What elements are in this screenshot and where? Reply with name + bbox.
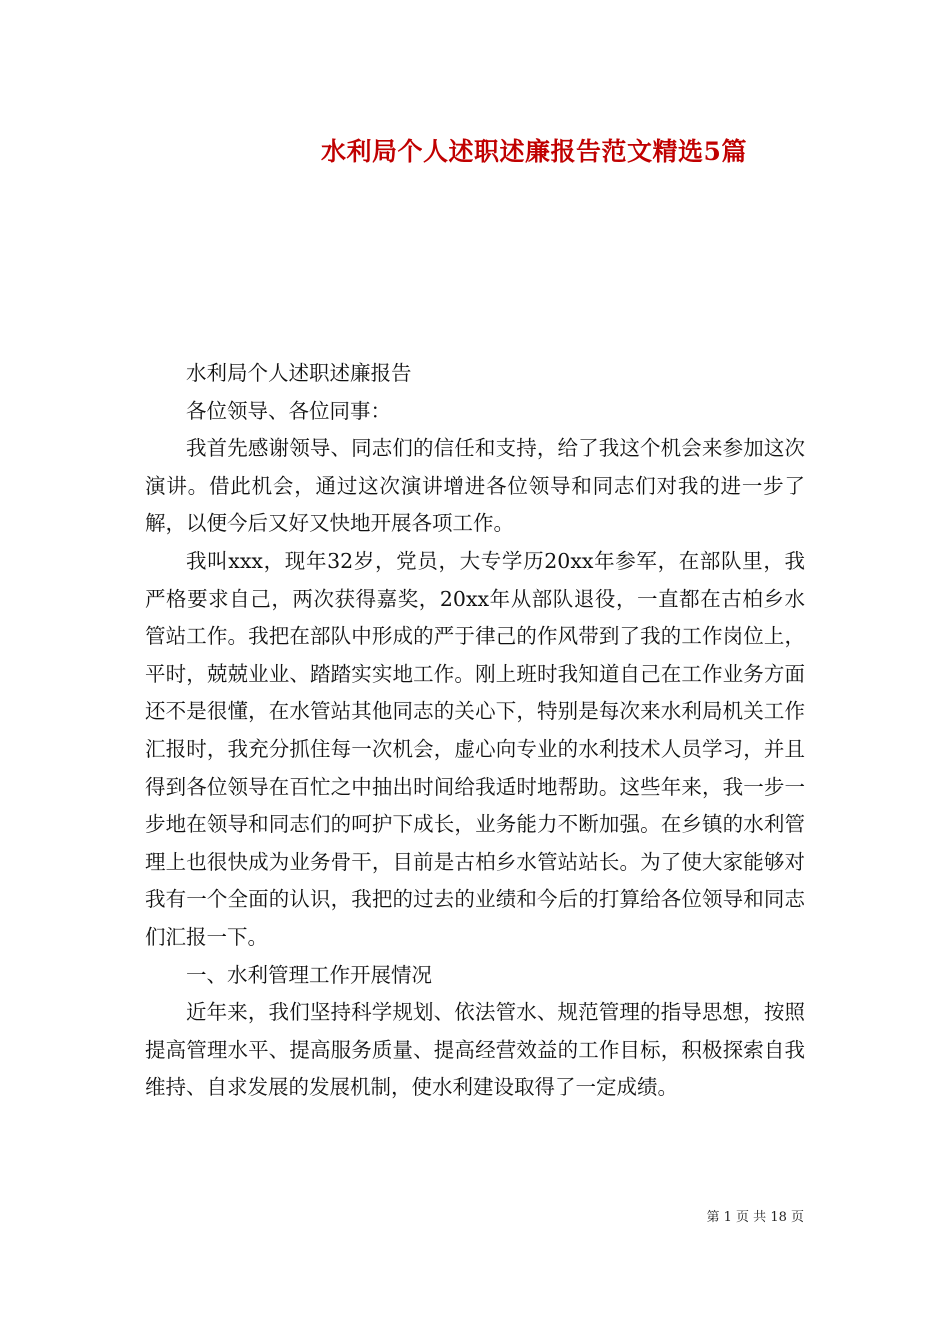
document-body — [145, 355, 805, 1107]
paragraph-thanks: 我首先感谢领导、同志们的信任和支持，给了我这个机会来参加这次演讲。借此机会，通过这次演讲增进各位领导和同志们对我的进一步了解，以便今后又好又快地开展各项工作。 — [145, 436, 805, 536]
salutation: 各位领导、各位同事： — [186, 398, 391, 423]
paragraph-section-1: 近年来，我们坚持科学规划、依法管水、规范管理的指导思想，按照提高管理水平、提高服务质量、提高经营效益的工作目标，积极探索自我维持、自求发展的发展机制，使水利建设取得了一定成绩。 — [145, 1000, 805, 1100]
paragraph-introduction: 我叫xxx，现年32岁，党员，大专学历20xx年参军，在部队里，我严格要求自己，两次获得嘉奖，20xx年从部队退役，一直都在古柏乡水管站工作。我把在部队中形成的严于律己的作风带到了我的工作岗位上，平时，兢兢业业、踏踏实实地工作。刚上班时我知道自己在工作业务方面还不是很懂，在水管站其他同志的关心下，特别是每次来水利局机关工作汇报时，我充分抓住每一次机会，虚心向专业的水利技术人员学习，并且得到各位领导在百忙之中抽出时间给我适时地帮助。这些年来，我一步一步地在领导和同志们的呵护下成长，业务能力不断加强。在乡镇的水利管理上也很快成为业务骨干，目前是古柏乡水管站站长。为了使大家能够对我有一个全面的认识，我把的过去的业绩和今后的打算给各位领导和同志们汇报一下。 — [145, 548, 805, 949]
document-title: 水利局个人述职述廉报告范文精选5篇 — [321, 137, 747, 166]
page-number: 第 1 页 共 18 页 — [706, 1210, 804, 1225]
report-heading: 水利局个人述职述廉报告 — [186, 361, 412, 385]
section-heading-1: 一、水利管理工作开展情况 — [186, 962, 432, 987]
